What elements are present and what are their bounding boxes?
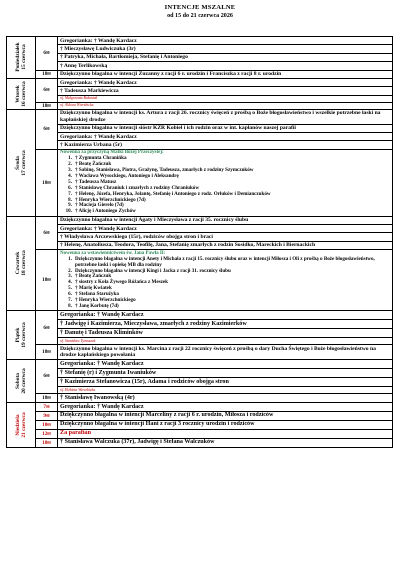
intentions <box>58 103 392 109</box>
mass-minutes: 00 <box>47 395 51 400</box>
novena-item-text: † Beatę Żańczuk <box>75 161 112 168</box>
day-slots <box>36 360 392 402</box>
intention: Gregorianka: † Wandę Kardacz <box>60 37 137 44</box>
novena-item-number: 1. <box>68 255 72 262</box>
intentions <box>58 430 392 438</box>
mass-time <box>36 150 58 216</box>
day-row <box>7 109 392 216</box>
day-slots <box>36 79 392 109</box>
day-name <box>15 150 27 175</box>
mass-time <box>36 403 58 411</box>
novena-item-text: † Zygmunta Chranińka <box>75 155 127 162</box>
day-name <box>15 81 27 106</box>
mass-minutes: 00 <box>47 431 51 436</box>
day-label-line: Niedziela <box>15 414 21 436</box>
intention: Dziękczynno błagalna w intencji Agaty i Mieczysława z racji 35. rocznicy ślubu <box>60 217 249 224</box>
offering-note: of. Elżbieta Wierzbicka <box>58 386 392 393</box>
intention: Dziękczynno błagalna w intencji Hani z racji 3 rocznicy urodzin i rodziców <box>60 421 255 428</box>
day-row <box>7 37 392 78</box>
day-name <box>15 251 27 276</box>
day-label-line: Piątek <box>15 327 21 343</box>
mass-hour: 6 <box>43 373 46 380</box>
mass-minutes: 00 <box>47 278 51 283</box>
intention: † Władysława Arczewskiego (15r), rodziców obojga stron i braci <box>58 232 392 240</box>
day-label-line: Poniedziałek <box>15 42 21 73</box>
day-label <box>7 110 36 216</box>
day-name <box>15 368 27 393</box>
mass-slot <box>36 429 392 438</box>
mass-minutes: 00 <box>47 350 51 355</box>
day-name <box>15 43 27 72</box>
mass-time <box>36 345 58 359</box>
mass-time <box>36 311 58 344</box>
offering-note: of. Małgorzata Bułaniuk <box>58 95 392 102</box>
mass-hour: 6 <box>43 87 46 94</box>
novena-item-number: 6. <box>68 291 72 298</box>
novena-item-number: 2. <box>68 267 72 274</box>
mass-slot <box>36 438 392 447</box>
day-label-line: 16 czerwca <box>21 81 27 107</box>
mass-hour: 18 <box>42 102 48 109</box>
novena-group <box>58 250 392 310</box>
mass-slot <box>36 110 392 149</box>
intention: Dziękczynno błagalna w intencji Marceliny z racji 6 r. urodzin, Miłosza i rodziców <box>60 412 274 419</box>
novena-item-text: † Helenę, Józefa, Henryka, Jolantę, Stefanię i Antoniego z rodz. Orłuków i Demianczuków <box>75 190 271 197</box>
mass-minutes: 00 <box>46 374 50 379</box>
intention: Gregorianka: † Wandę Kardacz <box>60 360 144 367</box>
offering-note: of. Stanisław Tymoszuk <box>58 337 392 344</box>
mass-slot <box>36 360 392 393</box>
day-row <box>7 216 392 311</box>
intention: † Tadeusza Markiewicza <box>58 86 392 94</box>
intentions <box>58 250 392 310</box>
mass-hour: 18 <box>42 277 48 284</box>
mass-hour: 6 <box>43 229 46 236</box>
day-label-line: 20 czerwca <box>21 368 27 394</box>
novena-item-number: 4. <box>68 279 72 286</box>
mass-time <box>36 412 58 420</box>
mass-minutes: 00 <box>46 127 50 132</box>
intentions <box>58 150 392 216</box>
intentions <box>58 79 392 102</box>
mass-time <box>36 110 58 149</box>
intentions <box>58 217 392 250</box>
novena-item-text: † Henryka Wierzchnickiego (7d) <box>75 196 146 203</box>
mass-hour: 18 <box>42 179 48 186</box>
mass-slot <box>36 420 392 429</box>
day-label <box>7 37 36 78</box>
day-row <box>7 359 392 402</box>
intentions <box>58 394 392 402</box>
mass-slot <box>36 217 392 250</box>
day-label-line: Sobota <box>15 372 21 389</box>
mass-time <box>36 430 58 438</box>
day-slots <box>36 311 392 359</box>
intention: Gregorianka: † Wandę Kardacz <box>58 132 392 140</box>
novena-item-number: 7. <box>68 297 72 304</box>
novena-item-text: † Henryka Wierzchnickiego <box>75 297 136 304</box>
mass-time <box>36 360 58 393</box>
intention: † Mieczysławę Ludwiczuka (3r) <box>58 44 392 52</box>
mass-minutes: 00 <box>47 103 51 108</box>
mass-hour: 6 <box>43 126 46 133</box>
mass-time <box>36 394 58 402</box>
day-row <box>7 78 392 109</box>
intention: Gregorianka: † Wandę Kardacz <box>60 403 144 410</box>
mass-slot <box>36 403 392 411</box>
day-label <box>7 79 36 109</box>
novena-item-number: 5. <box>68 178 72 185</box>
novena-item-number: 7. <box>68 190 72 197</box>
novena-item-number: 6. <box>68 184 72 191</box>
novena-item-text: † Sabinę, Stanisława, Piotra, Grażynę, Tadeusza, zmarłych z rodziny Szymczuków <box>75 167 254 173</box>
intention: Gregorianka: † Wandę Kardacz <box>60 79 137 86</box>
novena-item-number: 5. <box>68 285 72 292</box>
mass-slot <box>36 311 392 344</box>
mass-hour: 10 <box>42 421 48 428</box>
mass-minutes: 00 <box>46 230 50 235</box>
mass-hour: 9 <box>43 412 46 419</box>
novena-item-number: 3. <box>68 167 72 173</box>
mass-hour: 12 <box>42 430 48 437</box>
mass-time <box>36 79 58 102</box>
mass-slot <box>36 411 392 420</box>
mass-hour: 18 <box>42 394 48 401</box>
novena-item-number: 10. <box>65 208 72 215</box>
novena-item-number: 3. <box>68 273 72 280</box>
intention: † Jadwigę i Kazimierza, Mieczysława, zmarłych z rodziny Kazimierków <box>58 319 392 328</box>
novena-item-text: † siostry z Koła Żywego Różańca z Meszek <box>75 279 168 286</box>
novena-item <box>60 304 390 310</box>
day-label <box>7 403 36 447</box>
day-slots <box>36 37 392 78</box>
novena-item <box>60 209 390 215</box>
day-label-line: Środa <box>15 155 21 170</box>
mass-minutes: 00 <box>46 325 50 330</box>
mass-minutes: 00 <box>46 413 50 418</box>
novena-item-number: 1. <box>68 155 72 162</box>
offering-note: of. Aldona Wierzbicka <box>60 103 94 108</box>
intention: Dziękczynno błagalna w intencji sióstr KZR Kobieł i ich rodzin oraz w int. kapłanów naszej parafii <box>58 124 392 132</box>
novena-title: Nowenna za wstawiennictwem św. Jana Pawła II: <box>60 250 166 256</box>
day-label-line: 15 czerwca <box>21 44 27 71</box>
intention: † Patryka, Michała, Bartłomieja, Stefanię i Antoniego <box>58 53 392 61</box>
intentions <box>58 71 392 78</box>
day-name <box>15 322 27 347</box>
day-label-line: Czwartek <box>15 252 21 275</box>
mass-minutes: 00 <box>47 72 51 77</box>
day-label-line: 18 czerwca <box>21 250 27 277</box>
mass-hour: 18 <box>42 439 48 446</box>
mass-minutes: 00 <box>47 440 51 445</box>
novena-item-text: † Stefana Staruźyka <box>75 291 119 298</box>
intentions <box>58 311 392 344</box>
intentions <box>58 37 392 70</box>
mass-hour: 18 <box>42 349 48 356</box>
intention: † Kazimierza Stefanowicza (15r), Adama i rodziców obojga stron <box>58 377 392 386</box>
day-label <box>7 217 36 311</box>
intention: Za parafian <box>60 430 91 437</box>
page-subtitle: od 15 do 21 czerwca 2026 <box>167 13 233 19</box>
day-row <box>7 402 392 447</box>
mass-hour: 6 <box>43 324 46 331</box>
intention: † Annę Terlikowską <box>58 61 392 69</box>
mass-hour: 6 <box>43 50 46 57</box>
mass-time <box>36 217 58 250</box>
novena-item-text: † Beatę Żańczuk <box>75 273 112 280</box>
novena-group <box>58 150 392 216</box>
novena-item-number: 4. <box>68 172 72 179</box>
mass-minutes: 00 <box>46 404 50 409</box>
novena-title: Nowenna za przyczyną Matki Bożej Przeczystej: <box>60 150 164 156</box>
novena-item-text: † Tadeusza Matusz <box>75 178 117 185</box>
intention: Gregorianka: † Wandę Kardacz <box>58 224 392 232</box>
novena-item-text: Dziękczynno błagalna w intencji Kingi i Jacka z racji 31. rocznicy ślubu <box>75 267 231 274</box>
day-label-line: Wtorek <box>15 85 21 103</box>
novena-item-number: 9. <box>68 202 72 209</box>
intentions <box>58 110 392 149</box>
novena-item <box>60 257 390 269</box>
mass-slot <box>36 149 392 216</box>
mass-slot <box>36 249 392 310</box>
mass-slot <box>36 79 392 102</box>
novena-item-number: 8. <box>68 196 72 203</box>
novena-item-text: † Alicję i Antoniego Zychów <box>75 208 136 215</box>
mass-slot <box>36 70 392 78</box>
novena-item-text: † Stanisławę Chraniuk i zmarłych z rodziny Chraniuków <box>75 184 200 191</box>
novena-item-number: 2. <box>68 161 72 168</box>
intentions <box>58 345 392 359</box>
day-name <box>15 412 27 437</box>
intention: Dziękczynno błagalna w intencji ks. Marcina z racji 22 rocznicy święceń z prośbą o dary Ducha Świętego i Boże błogosławieństwo na drodze kapłańskiego powołania <box>60 345 376 359</box>
intentions <box>58 412 392 420</box>
mass-minutes: 00 <box>46 51 50 56</box>
mass-time <box>36 439 58 447</box>
novena-item-text: † Wacława Wysockiego, Antoniego i Aleksandrę <box>75 172 179 179</box>
day-label-line: 17 czerwca <box>21 150 27 176</box>
intention: Dziękczynno błagalna w intencji Zuzanny z racji 6 r. urodzin i Franciszka z racji 8 r. urodzin <box>60 71 282 78</box>
novena-item-text: † Macieja Gierelo (7d) <box>75 202 124 209</box>
mass-slot <box>36 102 392 109</box>
day-slots <box>36 110 392 216</box>
day-label-line: 21 czerwca <box>21 412 27 438</box>
mass-slot <box>36 37 392 70</box>
mass-minutes: 00 <box>47 180 51 185</box>
day-label <box>7 360 36 402</box>
mass-time <box>36 103 58 109</box>
mass-time <box>36 421 58 429</box>
mass-time <box>36 37 58 70</box>
mass-slot <box>36 344 392 359</box>
intention: † Stefanię (r) i Zygmunta Iwaniuków <box>58 368 392 377</box>
day-slots <box>36 217 392 311</box>
intentions <box>58 360 392 393</box>
mass-slot <box>36 393 392 402</box>
intention: † Helenę, Anatoliusza, Teodora, Teofilę, Jana, Stefanię zmarłych z rodzin Sosidko, Mareckich i Biernackich <box>58 241 392 249</box>
mass-minutes: 00 <box>47 422 51 427</box>
intentions <box>58 439 392 447</box>
mass-time <box>36 71 58 78</box>
intention: † Stanisława Walczuka (37r), Jadwigę i Stefana Walczuków <box>60 439 215 446</box>
intention: Gregorianka: † Wandę Kardacz <box>60 311 144 318</box>
intentions <box>58 403 392 411</box>
mass-hour: 7 <box>43 403 46 410</box>
day-row <box>7 310 392 359</box>
novena-item-text: † Janę Korbutę (7d) <box>75 302 119 309</box>
intention: Dziękczynno błagalna w intencji ks. Artura z racji 26. rocznicy święceń z prośbą o Boże błogosławieństwo i wszelkie potrzebne łaski na kapłańskiej drodze <box>60 110 381 123</box>
novena-item-number: 8. <box>68 302 72 309</box>
intentions <box>58 421 392 429</box>
day-label <box>7 311 36 359</box>
novena-item-text: Dziękczynno błagalna w intencji Anety i Michała z racji 15. rocznicy ślubu oraz w intencji Miłosza i Oli z prośbą o Boże błogosławieństwo, potrzebne łaski i opiekę MB dla rodziny <box>75 255 375 268</box>
page-title: INTENCJE MSZALNE <box>164 4 236 11</box>
mass-time <box>36 250 58 310</box>
day-slots <box>36 403 392 447</box>
day-label-line: 19 czerwca <box>21 322 27 348</box>
intentions-table <box>6 36 393 448</box>
intention: † Kazimierza Urbana (5r) <box>58 140 392 148</box>
mass-minutes: 00 <box>46 88 50 93</box>
novena-item-text: † Marię Kwiatek <box>75 285 112 292</box>
intention: † Danutę i Tadeusza Kliminków <box>58 328 392 337</box>
intention: † Stanisławę Iwanowską (4r) <box>60 394 135 401</box>
mass-hour: 18 <box>42 71 48 78</box>
